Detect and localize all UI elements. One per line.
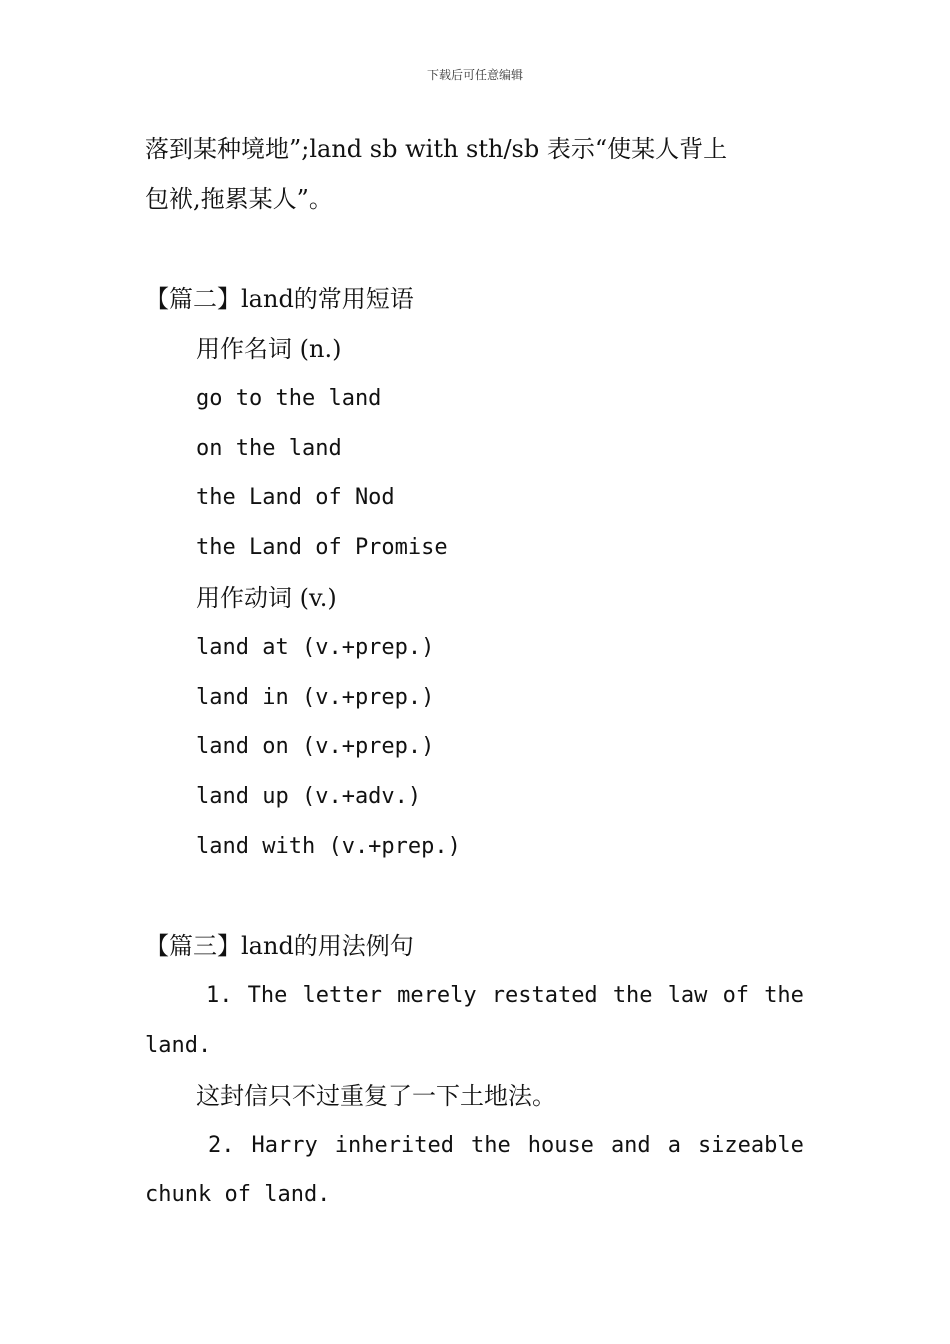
example-word: the (764, 983, 804, 1008)
example-word: the (470, 1133, 511, 1158)
section-2-title: 【篇二】land的常用短语 (145, 285, 414, 313)
verb-phrase: land up (v.+adv.) (196, 784, 422, 809)
example-word: a (667, 1133, 681, 1158)
noun-phrase: the Land of Nod (196, 485, 395, 510)
noun-phrase: on the land (196, 436, 342, 461)
verb-phrase: land at (v.+prep.) (196, 635, 435, 660)
example-2-line (208, 1131, 804, 1161)
noun-phrase: the Land of Promise (196, 535, 448, 560)
example-1-line (206, 981, 804, 1011)
example-1-translation: 这封信只不过重复了一下土地法。 (196, 1082, 556, 1110)
intro-line-1: 落到某种境地”;land sb with sth/sb 表示“使某人背上 (145, 135, 728, 163)
example-word: letter (302, 983, 382, 1008)
example-word: Harry (251, 1133, 318, 1158)
intro-line-2: 包袱,拖累某人”。 (145, 185, 333, 213)
verb-phrase: land with (v.+prep.) (196, 834, 461, 859)
example-1-continuation: land. (145, 1033, 212, 1058)
example-word: inherited (334, 1133, 454, 1158)
page-header: 下载后可任意编辑 (426, 68, 523, 82)
example-word: house (527, 1133, 594, 1158)
verb-phrase: land in (v.+prep.) (196, 685, 435, 710)
section-3-title: 【篇三】land的用法例句 (145, 932, 414, 960)
example-word: of (722, 983, 750, 1008)
noun-phrase: go to the land (196, 386, 382, 411)
example-word: law (667, 983, 708, 1008)
example-word: 1. (206, 983, 233, 1008)
verb-heading: 用作动词 (v.) (196, 584, 337, 612)
example-word: The (247, 983, 288, 1008)
example-word: the (612, 983, 653, 1008)
noun-heading: 用作名词 (n.) (196, 335, 342, 363)
example-word: sizeable (697, 1133, 804, 1158)
example-word: and (610, 1133, 651, 1158)
example-2-continuation: chunk of land. (145, 1182, 331, 1207)
example-word: restated (491, 983, 598, 1008)
example-word: merely (397, 983, 477, 1008)
example-word: 2. (208, 1133, 235, 1158)
verb-phrase: land on (v.+prep.) (196, 734, 435, 759)
